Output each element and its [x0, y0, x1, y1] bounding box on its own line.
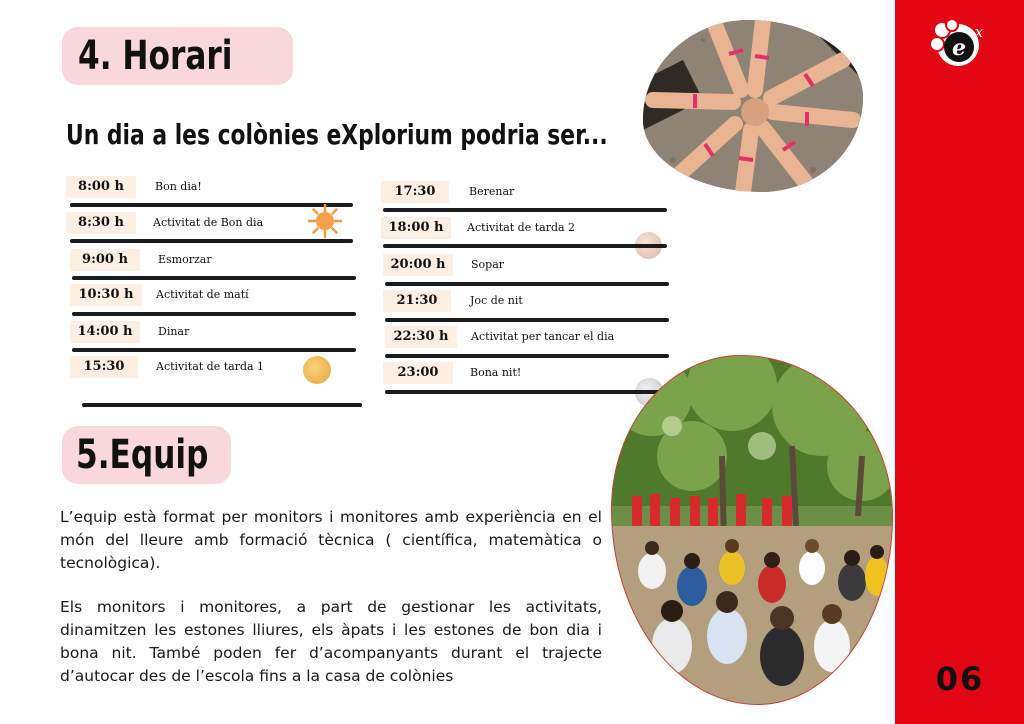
- brush-divider: [72, 348, 356, 352]
- schedule-time: 21:30: [383, 290, 451, 312]
- schedule-time: 17:30: [381, 181, 449, 203]
- section4-title: 4. Horari: [78, 33, 233, 79]
- schedule-time: 9:00 h: [70, 249, 140, 271]
- schedule-time: 10:30 h: [70, 284, 142, 306]
- brush-divider: [385, 390, 669, 394]
- schedule-activity: Activitat per tancar el dia: [471, 330, 615, 343]
- brush-divider: [385, 282, 669, 286]
- team-paragraph-2: Els monitors i monitores, a part de gestionar les activitats, dinamitzen les estones lliures, els àpats i les estones de bon dia i bona nit. També poden fer d’acompanyants durant el trajecte d’autocar des de l’escola fins a la casa de colònies: [60, 598, 602, 685]
- brush-divider: [383, 244, 667, 248]
- sun-icon: [308, 204, 342, 238]
- brush-divider: [82, 403, 362, 407]
- schedule-activity: Esmorzar: [158, 253, 212, 266]
- schedule-activity: Activitat de matí: [156, 288, 249, 301]
- schedule-time: 8:30 h: [66, 212, 136, 234]
- brush-divider: [70, 239, 353, 243]
- page-number: 06: [935, 660, 985, 698]
- logo-letter: e: [952, 35, 966, 61]
- schedule-time: 22:30 h: [385, 326, 457, 348]
- schedule-time: 8:00 h: [66, 176, 136, 198]
- schedule-activity: Sopar: [471, 258, 505, 271]
- explorium-logo: [928, 18, 990, 72]
- brush-divider: [385, 318, 669, 322]
- schedule-time: 23:00: [383, 362, 453, 384]
- schedule-activity: Dinar: [158, 325, 190, 338]
- schedule-subtitle: Un dia a les colònies eXplorium podria ser...: [66, 118, 608, 151]
- camp-group-photo: [611, 355, 893, 705]
- schedule-time: 18:00 h: [381, 217, 451, 239]
- evening-sun-icon: [303, 356, 331, 384]
- schedule-activity: Bona nit!: [470, 366, 522, 379]
- section5-title: 5.Equip: [76, 432, 209, 478]
- brush-divider: [72, 276, 356, 280]
- schedule-activity: Activitat de Bon dia: [153, 216, 264, 229]
- schedule-activity: Joc de nit: [470, 294, 523, 307]
- brush-divider: [383, 208, 667, 212]
- logo-superscript: x: [974, 23, 984, 41]
- schedule-activity: Activitat de tarda 2: [467, 221, 576, 234]
- schedule-time: 20:00 h: [383, 254, 453, 276]
- team-paragraph-1: L’equip està format per monitors i monitores amb experiència en el món del lleure amb formació tècnica ( científica, matemàtica o tecnològica).: [60, 508, 602, 572]
- schedule-time: 15:30: [70, 356, 138, 378]
- hands-photo: [643, 20, 863, 192]
- side-band: [895, 0, 1024, 724]
- schedule-time: 14:00 h: [70, 321, 140, 343]
- schedule-activity: Bon dia!: [155, 180, 202, 193]
- schedule-activity: Activitat de tarda 1: [156, 360, 265, 373]
- schedule-activity: Berenar: [469, 185, 515, 198]
- brush-divider: [385, 354, 669, 358]
- brush-divider: [72, 312, 356, 316]
